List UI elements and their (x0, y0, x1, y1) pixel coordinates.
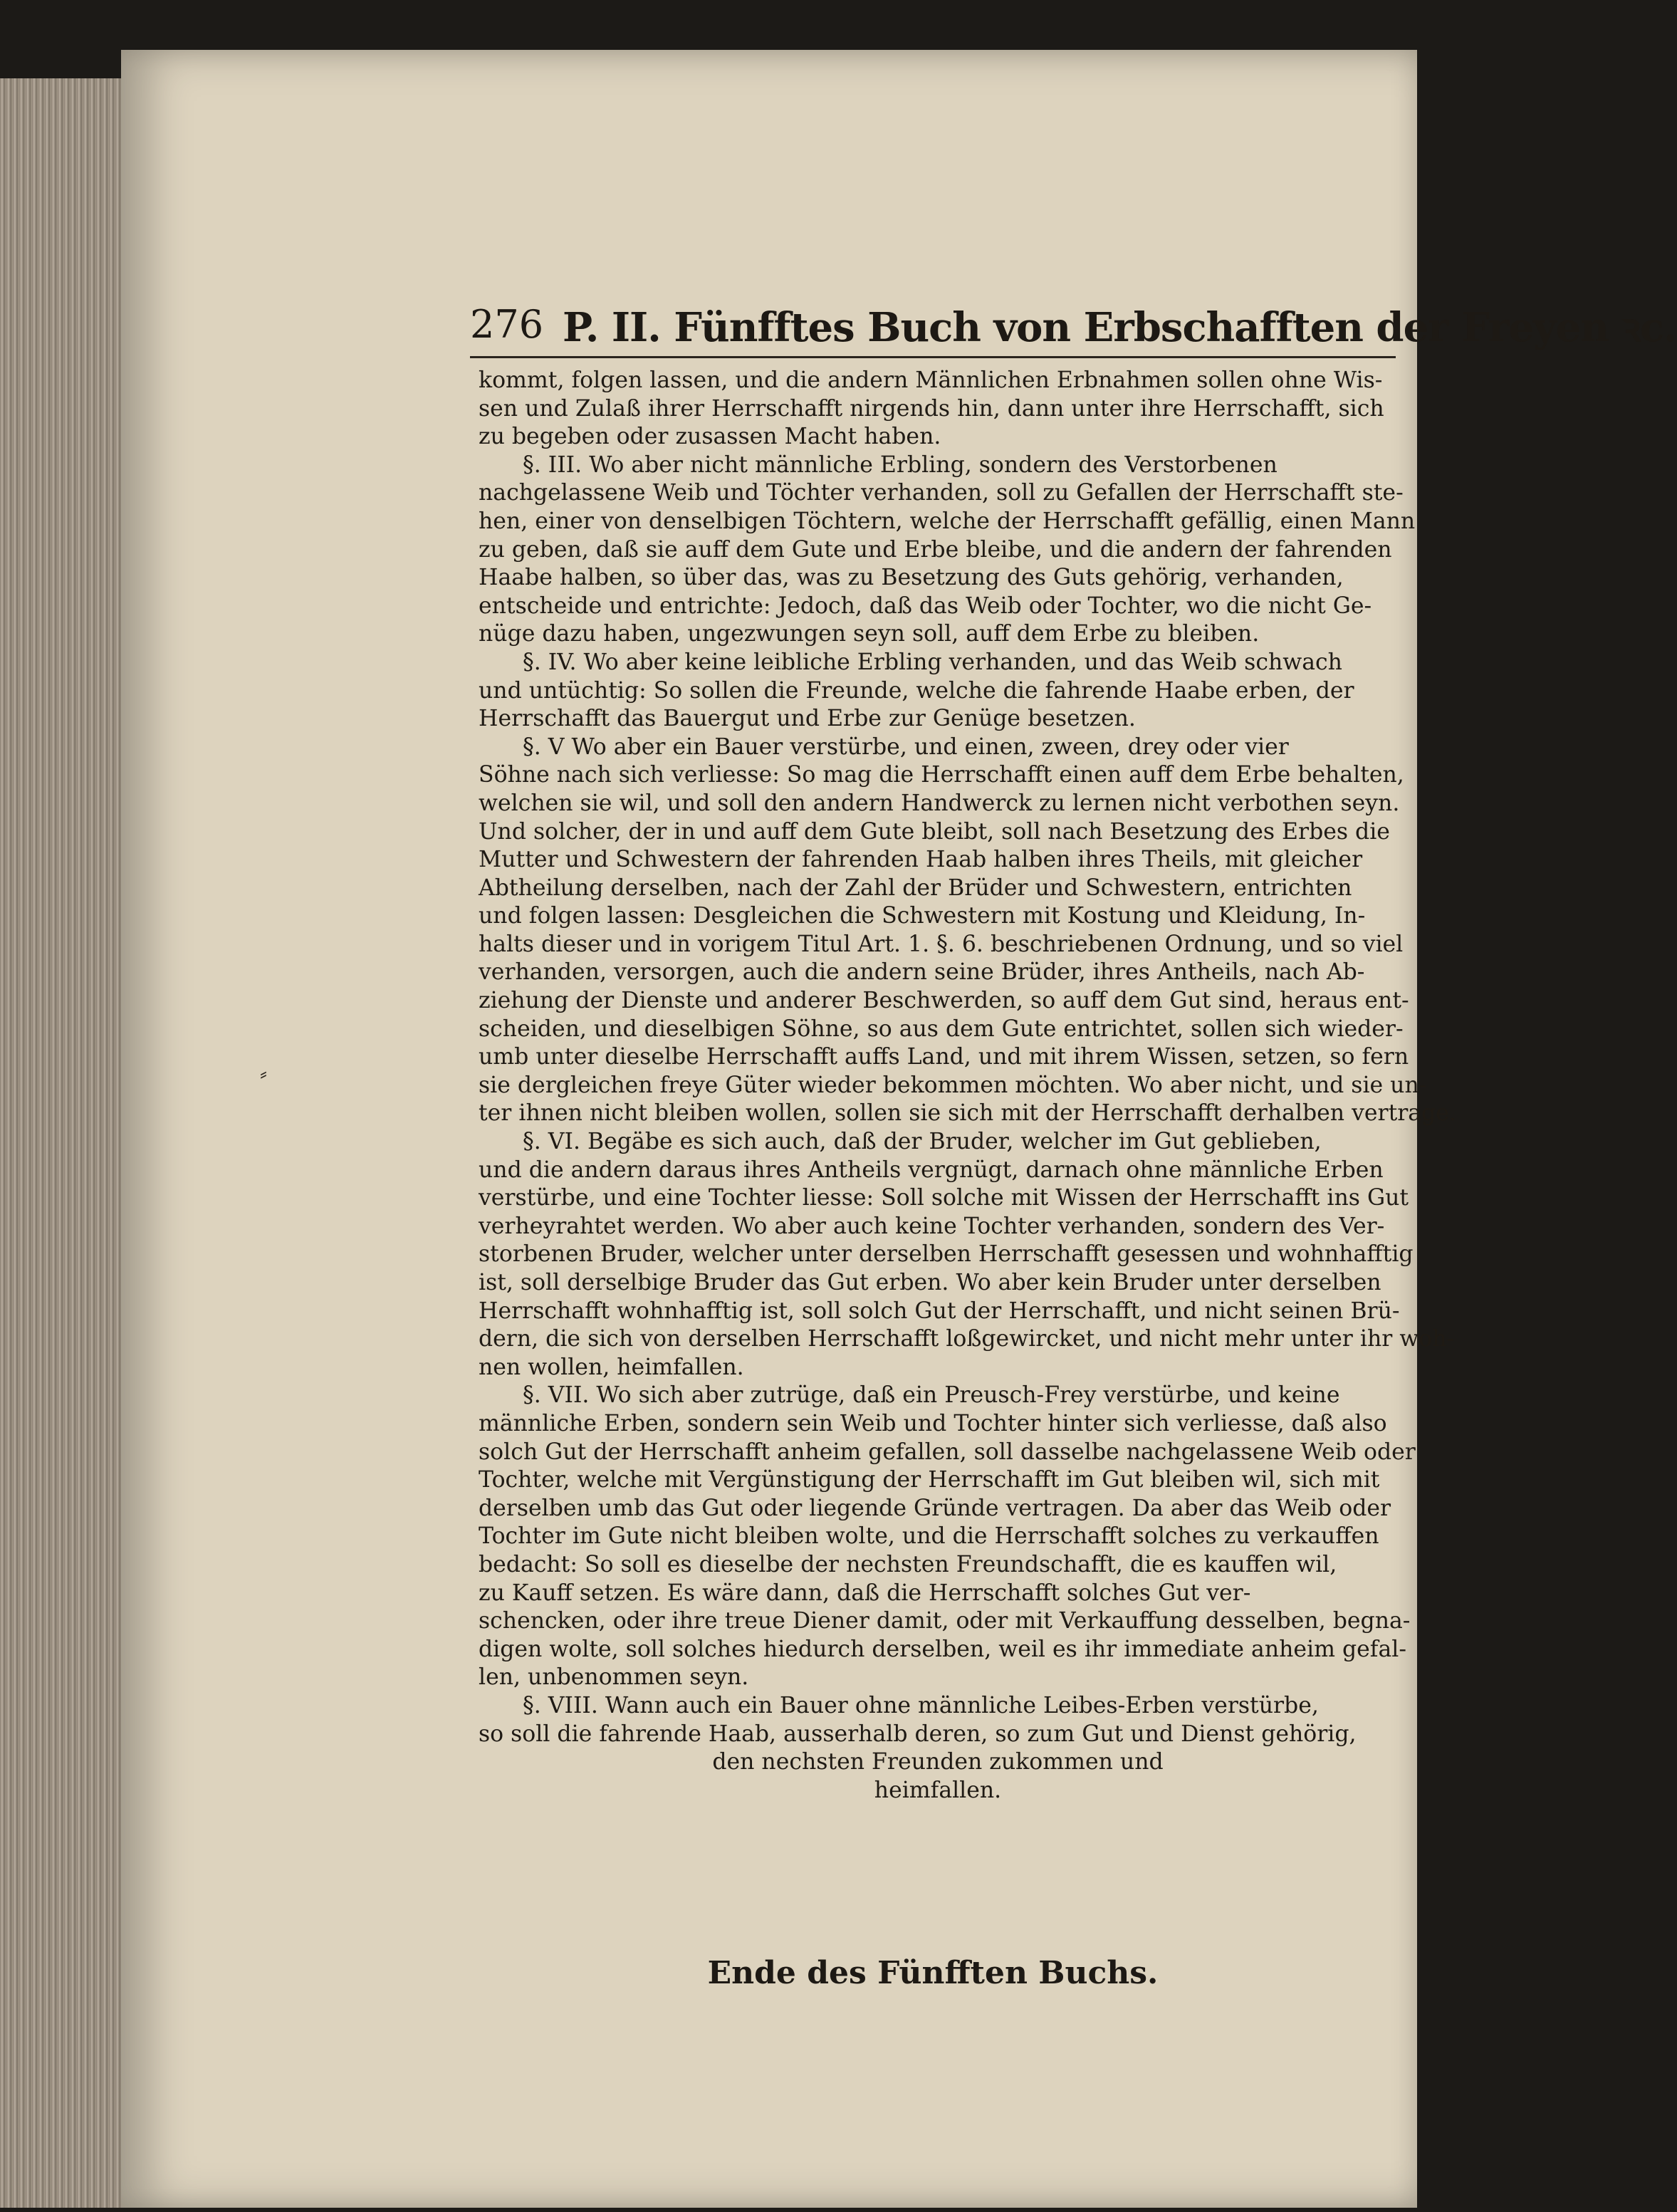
text-line: und die andern daraus ihres Antheils vergnügt, darnach ohne männliche Erben (479, 1157, 1384, 1183)
section-8-start: §. VIII. Wann auch ein Bauer ohne männliche Leibes-Erben verstürbe, (523, 1692, 1319, 1718)
text-line: sie dergleichen freye Güter wieder bekommen möchten. Wo aber nicht, und sie un- (479, 1072, 1427, 1098)
text-line: verheyrahtet werden. Wo aber auch keine Tochter verhanden, sondern des Ver- (479, 1213, 1385, 1239)
text-line: scheiden, und dieselbigen Söhne, so aus dem Gute entrichtet, sollen sich wieder- (479, 1016, 1404, 1042)
section-6-start: §. VI. Begäbe es sich auch, daß der Bruder, welcher im Gut geblieben, (523, 1129, 1322, 1155)
text-line: dern, die sich von derselben Herrschafft loßgewircket, und nicht mehr unter ihr woh- (479, 1326, 1455, 1352)
text-line: und untüchtig: So sollen die Freunde, welche die fahrende Haabe erben, der (479, 677, 1354, 704)
text-line: so soll die fahrende Haab, ausserhalb deren, so zum Gut und Dienst gehörig, (479, 1721, 1357, 1747)
text-line: len, unbenommen seyn. (479, 1664, 749, 1691)
text-line: ziehung der Dienste und anderer Beschwerden, so auff dem Gut sind, heraus ent- (479, 988, 1409, 1014)
text-line: zu Kauff setzen. Es wäre dann, daß die Herrschafft solches Gut ver- (479, 1580, 1251, 1606)
text-line: Tochter im Gute nicht bleiben wolte, und die Herrschafft solches zu verkauffen (479, 1523, 1379, 1550)
text-line: Mutter und Schwestern der fahrenden Haab halben ihres Theils, mit gleicher (479, 847, 1363, 873)
book-page-edges (0, 78, 130, 2208)
page-body (479, 367, 1456, 1805)
section-5-start: §. V Wo aber ein Bauer verstürbe, und einen, zween, drey oder vier (523, 734, 1289, 760)
page-header (470, 299, 1677, 358)
text-line: halts dieser und in vorigem Titul Art. 1. §. 6. beschriebenen Ordnung, und so viel (479, 931, 1404, 957)
text-line-centered: heimfallen. (874, 1777, 1002, 1803)
text-line: Und solcher, der in und auff dem Gute bleibt, soll nach Besetzung des Erbes die (479, 818, 1390, 845)
section-7-start: §. VII. Wo sich aber zutrüge, daß ein Preusch-Frey verstürbe, und keine (523, 1382, 1340, 1409)
page-number: 276 (470, 302, 544, 347)
text-line-centered: den nechsten Freunden zukommen und (712, 1749, 1164, 1775)
running-head: P. II. Fünfftes Buch von Erbschafften der Freyen ꝛc. (563, 304, 1677, 351)
text-line: nüge dazu haben, ungezwungen seyn soll, auff dem Erbe zu bleiben. (479, 621, 1260, 647)
text-line: Haabe halben, so über das, was zu Besetzung des Guts gehörig, verhanden, (479, 565, 1344, 591)
book-closing-title: Ende des Fünfften Buchs. (707, 1955, 1159, 1991)
text-line: nen wollen, heimfallen. (479, 1354, 744, 1380)
text-line: Herrschafft wohnhafftig ist, soll solch Gut der Herrschafft, und nicht seinen Brü- (479, 1298, 1400, 1324)
text-line: welchen sie wil, und soll den andern Handwerck zu lernen nicht verbothen seyn. (479, 790, 1400, 816)
text-line: und folgen lassen: Desgleichen die Schwestern mit Kostung und Kleidung, In- (479, 903, 1366, 929)
margin-mark: ⸗ (260, 1061, 267, 1086)
text-line: entscheide und entrichte: Jedoch, daß das Weib oder Tochter, wo die nicht Ge- (479, 593, 1372, 619)
text-line: sen und Zulaß ihrer Herrschafft nirgends hin, dann unter ihre Herrschafft, sich (479, 395, 1384, 422)
text-line: verhanden, versorgen, auch die andern seine Brüder, ihres Antheils, nach Ab- (479, 959, 1365, 986)
text-line: Abtheilung derselben, nach der Zahl der Brüder und Schwestern, entrichten (479, 875, 1352, 901)
text-line: bedacht: So soll es dieselbe der nechsten Freundschafft, die es kauffen wil, (479, 1551, 1337, 1577)
text-line: storbenen Bruder, welcher unter derselben Herrschafft gesessen und wohnhafftig (479, 1241, 1414, 1268)
text-line: derselben umb das Gut oder liegende Gründe vertragen. Da aber das Weib oder (479, 1495, 1391, 1521)
text-line: umb unter dieselbe Herrschafft auffs Land, und mit ihrem Wissen, setzen, so fern (479, 1044, 1409, 1070)
text-line: Tochter, welche mit Vergünstigung der Herrschafft im Gut bleiben wil, sich mit (479, 1467, 1380, 1493)
text-line: schencken, oder ihre treue Diener damit, oder mit Verkauffung desselben, begna- (479, 1608, 1411, 1634)
text-line: solch Gut der Herrschafft anheim gefallen, soll dasselbe nachgelassene Weib oder (479, 1439, 1416, 1465)
text-line: zu geben, daß sie auff dem Gute und Erbe bleibe, und die andern der fahrenden (479, 536, 1392, 563)
text-line: Herrschafft das Bauergut und Erbe zur Genüge besetzen. (479, 706, 1136, 732)
text-line: ter ihnen nicht bleiben wollen, sollen sie sich mit der Herrschafft derhalben vertrage. (479, 1100, 1456, 1127)
text-line: kommt, folgen lassen, und die andern Männlichen Erbnahmen sollen ohne Wis- (479, 367, 1383, 393)
text-line: verstürbe, und eine Tochter liesse: Soll solche mit Wissen der Herrschafft ins Gut (479, 1185, 1409, 1211)
text-line: nachgelassene Weib und Töchter verhanden, soll zu Gefallen der Herrschafft ste- (479, 480, 1404, 506)
section-4-start: §. IV. Wo aber keine leibliche Erbling verhanden, und das Weib schwach (523, 649, 1342, 675)
text-line: ist, soll derselbige Bruder das Gut erben. Wo aber kein Bruder unter derselben (479, 1270, 1381, 1295)
text-line: digen wolte, soll solches hiedurch derselben, weil es ihr immediate anheim gefal- (479, 1636, 1406, 1662)
text-line: zu begeben oder zusassen Macht haben. (479, 424, 941, 450)
text-line: Söhne nach sich verliesse: So mag die Herrschafft einen auff dem Erbe behalten, (479, 762, 1404, 788)
text-line: männliche Erben, sondern sein Weib und Tochter hinter sich verliesse, daß also (479, 1410, 1387, 1436)
text-line: hen, einer von denselbigen Töchtern, welche der Herrschafft gefällig, einen Mann (479, 508, 1416, 534)
section-3-start: §. III. Wo aber nicht männliche Erbling, sondern des Verstorbenen (523, 452, 1278, 478)
